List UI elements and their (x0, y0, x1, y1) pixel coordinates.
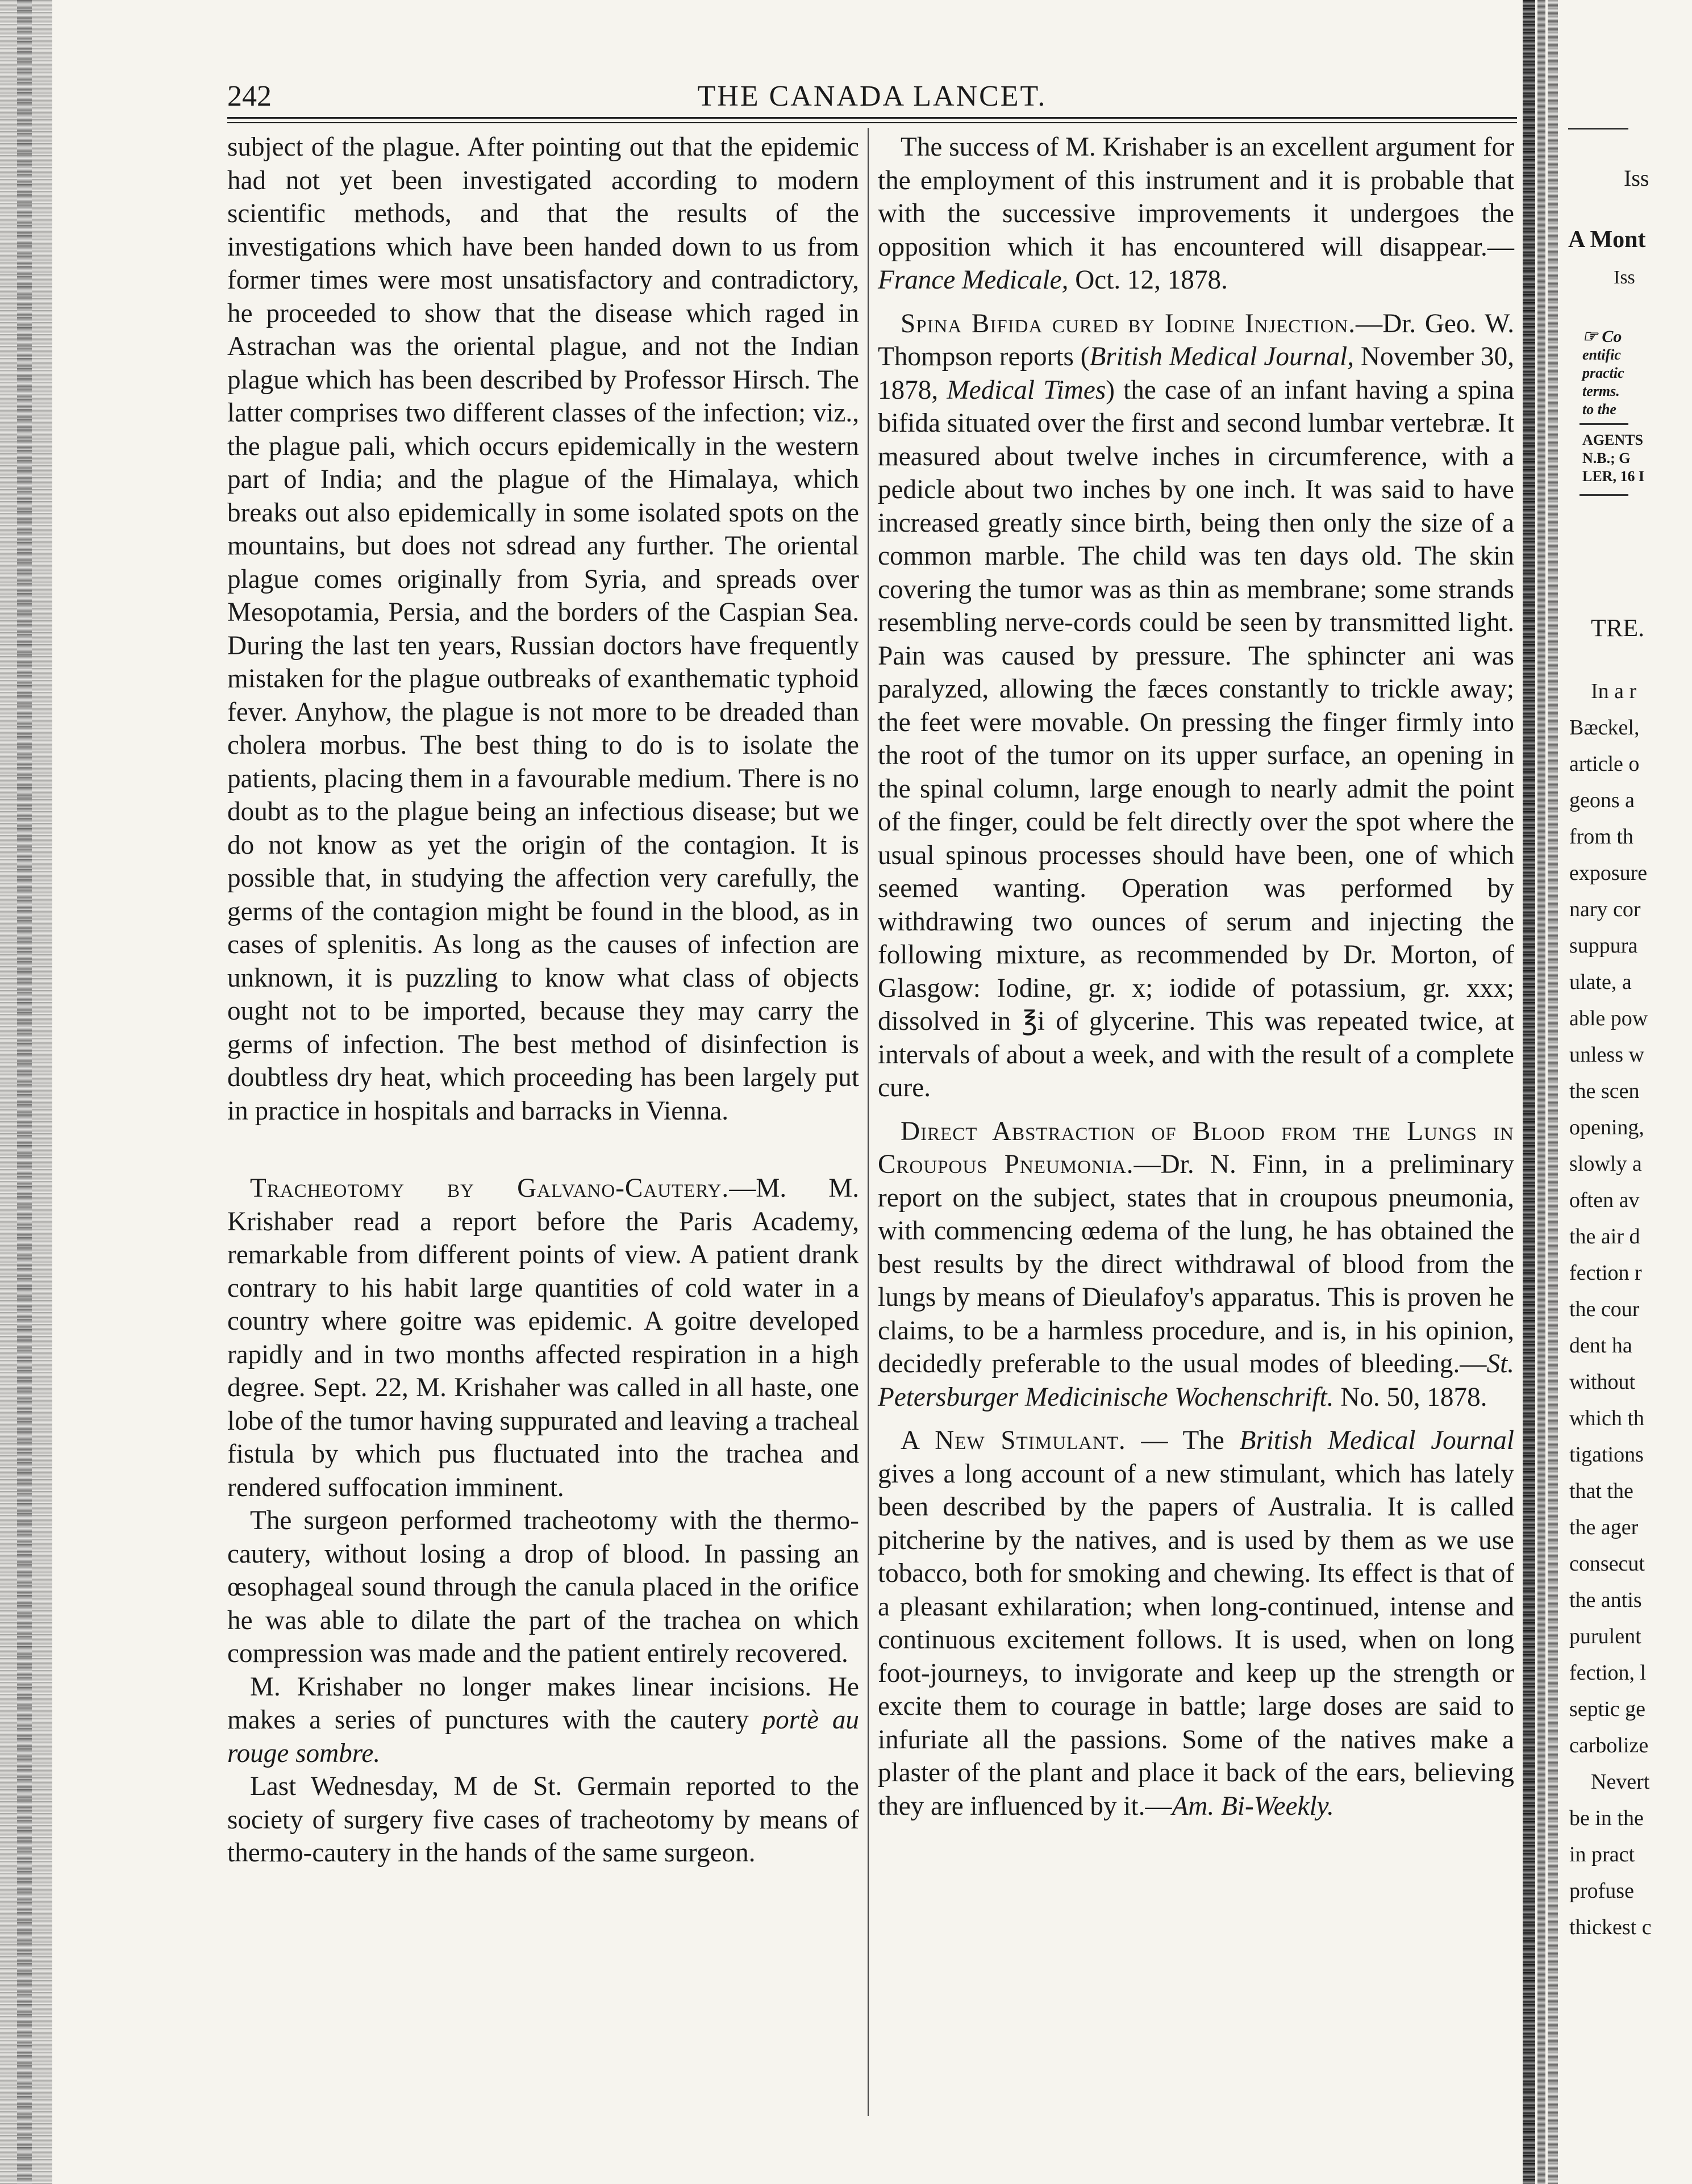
adjacent-frag: ☞ Co (1582, 327, 1622, 346)
adjacent-body-line: which th (1569, 1406, 1644, 1430)
adjacent-frag: AGENTS (1582, 432, 1643, 448)
spina-bifida-text-b: November 30, 1878, (878, 342, 1515, 405)
left-column (227, 131, 859, 1870)
krishaber-source: France Medicale, (878, 265, 1069, 295)
adjacent-body-line: purulent (1569, 1625, 1641, 1648)
adjacent-body-line: from th (1569, 825, 1633, 849)
adjacent-body-line: the air d (1569, 1225, 1640, 1248)
adjacent-frag: N.B.; G (1582, 450, 1631, 466)
punctures-paragraph (227, 1671, 859, 1770)
spina-bifida-source-1: British Medical Journal, (1089, 342, 1354, 371)
st-germain-paragraph: Last Wednesday, M de St. Germain reported to the society of surgery five cases of tracheotomy by means of thermo-cautery in the hands of the same surgeon. (227, 1772, 859, 1868)
new-stimulant-article (878, 1424, 1514, 1823)
adjacent-body-line: the ager (1569, 1515, 1639, 1539)
column-divider (868, 128, 869, 2116)
blood-abstraction-source: St. Petersburger Medicinische Wochenschrift. (878, 1349, 1514, 1412)
scan-edge-right-binding-3 (1548, 0, 1558, 2184)
tracheotomy-heading: Tracheotomy by Galvano-Cautery. (250, 1174, 730, 1203)
adjacent-body-line: exposure (1569, 861, 1648, 885)
adjacent-body-line: Nevert (1591, 1770, 1650, 1794)
adjacent-body-line: tigations (1569, 1443, 1644, 1467)
adjacent-rule-1 (1568, 128, 1628, 130)
surgeon-paragraph: The surgeon performed tracheotomy with the thermo-cautery, without losing a drop of blood. In passing an œsophageal sound through the canula placed in the orifice he was able to dilate the part of the trachea on which compression was made and the patient entirely recovered. (227, 1506, 859, 1668)
new-stimulant-text-b: gives a long account of a new stimulant, which has lately been described by the papers of Australia. It is called pitcherine by the natives, and is used by them as we use tobacco, both for smoking and chewing. Its effect is that of a pleasant exhilaration; when long-continued, intense and continuous excitement follows. It is used, when on long foot-journeys, to invigorate and keep up the strength or excite them to courage in battle; large doses are said to infuriate all the passions. Some of the natives make a plaster of the plant and place it back of the ears, believing they are influenced by it.— (878, 1459, 1514, 1821)
krishaber-success-paragraph (878, 131, 1514, 297)
spina-bifida-text-a: —Dr. Geo. W. Thompson reports ( (878, 308, 1515, 371)
adjacent-body-line: Bæckel, (1569, 716, 1640, 740)
adjacent-frag: TRE. (1591, 614, 1645, 642)
adjacent-body-line: be in the (1569, 1806, 1644, 1830)
adjacent-body-line: in pract (1569, 1843, 1635, 1866)
adjacent-body-line: suppura (1569, 934, 1638, 958)
adjacent-body-line: septic ge (1569, 1697, 1646, 1721)
spina-bifida-heading: Spina Bifida cured by Iodine Injection. (901, 308, 1356, 339)
adjacent-frag: A Mont (1568, 227, 1646, 253)
new-stimulant-source-2: Am. Bi-Weekly. (1172, 1791, 1334, 1821)
adjacent-body-line: the antis (1569, 1588, 1642, 1612)
adjacent-body-line: often av (1569, 1188, 1640, 1212)
tracheotomy-article (227, 1172, 859, 1504)
adjacent-body-line: without (1569, 1370, 1636, 1394)
scan-edge-right-binding (1523, 0, 1535, 2184)
new-stimulant-heading: A New Stimulant. (901, 1426, 1126, 1455)
adjacent-body-line: geons a (1569, 788, 1635, 812)
adjacent-body-line: In a r (1591, 679, 1637, 703)
page-number: 242 (227, 80, 272, 112)
adjacent-body-line: opening, (1569, 1116, 1644, 1139)
punctures-italic: portè au rouge sombre. (227, 1705, 860, 1768)
adjacent-body-line: profuse (1569, 1879, 1634, 1903)
krishaber-date: Oct. 12, 1878. (1068, 265, 1228, 295)
adjacent-body-line: fection r (1569, 1261, 1642, 1285)
adjacent-body-line: dent ha (1569, 1334, 1632, 1358)
blood-abstraction-article (878, 1115, 1514, 1414)
new-stimulant-source-1: British Medical Journal (1239, 1426, 1514, 1455)
adjacent-body-line: able pow (1569, 1007, 1648, 1030)
adjacent-frag: terms. (1582, 383, 1620, 399)
blood-abstraction-text-b: No. 50, 1878. (1333, 1382, 1487, 1412)
journal-title: THE CANADA LANCET. (697, 80, 1047, 112)
adjacent-body-line: article o (1569, 752, 1640, 776)
adjacent-frag: Iss (1614, 267, 1635, 288)
adjacent-frag: entific (1582, 346, 1621, 363)
adjacent-body-line: consecut (1569, 1552, 1645, 1576)
scan-edge-right-binding-2 (1537, 0, 1545, 2184)
adjacent-body-line: unless w (1569, 1043, 1644, 1067)
new-stimulant-text-a: — The (1126, 1426, 1240, 1455)
adjacent-body-line: the cour (1569, 1297, 1640, 1321)
adjacent-body-line: ulate, a (1569, 970, 1632, 994)
punctures-body: M. Krishaber no longer makes linear incisions. He makes a series of punctures with the cautery (227, 1672, 859, 1735)
adjacent-body-line: slowly a (1569, 1152, 1642, 1176)
adjacent-frag: Iss (1624, 165, 1649, 191)
adjacent-body-line: fection, l (1569, 1661, 1647, 1685)
adjacent-frag: to the (1582, 401, 1616, 417)
blood-abstraction-text-a: —Dr. N. Finn, in a preliminary report on the subject, states that in croupous pneumonia, with commencing œdema of the lung, he has obtained the best results by the direct withdrawal of blood from the lungs by means of Dieulafoy's apparatus. This is proven he claims, to be a harmless procedure, and is, in his opinion, decidedly preferable to the usual modes of bleeding.— (878, 1150, 1514, 1379)
adjacent-body-line: carbolize (1569, 1734, 1649, 1757)
adjacent-body-line: thickest c (1569, 1915, 1652, 1939)
blood-abstraction-heading: Direct Abstraction of Blood from the Lungs in Croupous Pneumonia. (878, 1116, 1514, 1179)
tracheotomy-body: —M. M. Krishaber read a report before the Paris Academy, remarkable from different points of view. A patient drank contrary to his habit large quantities of cold water in a country where goitre was epidemic. A goitre developed rapidly and in two months affected respiration in a high degree. Sept. 22, M. Krishaher was called in all haste, one lobe of the tumor having suppurated and leaving a tracheal fistula by which pus fluctuated into the trachea and rendered suffocation imminent. (227, 1174, 859, 1502)
adjacent-body-line: that the (1569, 1479, 1633, 1503)
adjacent-rule-2 (1580, 423, 1628, 425)
krishaber-body: The success of M. Krishaber is an excellent argument for the employment of this instrument and it is probable that with the successive improvements it undergoes the opposition which it has encountered will disappear.— (878, 132, 1514, 262)
adjacent-frag: practic (1582, 365, 1624, 381)
plague-continued-paragraph: subject of the plague. After pointing out that the epidemic had not yet been investigated according to modern scientific methods, and that the results of the investigations which have been handed down to us from former times were most unsatisfactory and contradictory, he proceeded to show that the disease which raged in Astrachan was the oriental plague, and not the Indian plague which has been described by Professor Hirsch. The latter comprises two different classes of the infection; viz., the plague pali, which occurs epidemically in the western part of India; and the plague of the Himalaya, which breaks out also epidemically in some isolated spots on the mountains, but does not sdread any further. The oriental plague comes originally from Syria, and spreads over Mesopotamia, Persia, and the borders of the Caspian Sea. During the last ten years, Russian doctors have frequently mistaken for the plague outbreaks of exanthematic typhoid fever. Anyhow, the plague is not more to be dreaded than cholera morbus. The best thing to do is to isolate the patients, placing them in a favourable medium. There is no doubt as to the plague being an infectious disease; but we do not know as yet the origin of the contagion. It is possible that, in studying the affection very carefully, the germs of the contagion might be found in the blood, as in cases of splenitis. As long as the causes of infection are unknown, it is puzzling to know what class of objects ought not to be imported, because they may carry the germs of infection. The best method of disinfection is doubtless dry heat, which proceeding has been largely put in practice in hospitals and barracks in Vienna. (227, 132, 859, 1126)
scan-edge-left-binding (17, 0, 32, 2184)
adjacent-page-fragment (1523, 0, 1652, 2184)
spina-bifida-text-c: ) the case of an infant having a spina bifida situated over the first and second lumbar vertebræ. It measured about twelve inches in circumference, with a pedicle about two inches by one inch. It was said to have increased greatly since birth, being then only the size of a common marble. The child was ten days old. The skin covering the tumor was as thin as membrane; some strands resembling nerve-cords could be seen by transmitted light. Pain was caused by pressure. The sphincter ani was paralyzed, allowing the fæces constantly to trickle away; the feet were movable. On pressing the finger firmly into the root of the tumor on its upper surface, an opening in the spinal column, large enough to nearly admit the point of the finger, could be felt directly over the spot where the usual spinous processes should have been, one of which seemed wanting. Operation was performed by withdrawing two ounces of serum and injecting the following mixture, as recommended by Dr. Morton, of Glasgow: Iodine, gr. x; iodide of potassium, gr. xxx; dissolved in ℥i of glycerine. This was repeated twice, at intervals of about a week, and with the result of a complete cure. (878, 375, 1514, 1103)
header-rule (227, 117, 1517, 123)
adjacent-rule-3 (1580, 494, 1628, 496)
adjacent-frag: LER, 16 I (1582, 468, 1645, 485)
spina-bifida-article (878, 307, 1514, 1105)
right-column (878, 131, 1514, 1823)
spina-bifida-source-2: Medical Times (947, 375, 1106, 405)
adjacent-body-line: nary cor (1569, 897, 1641, 921)
adjacent-body-line: the scen (1569, 1079, 1640, 1103)
running-header (227, 80, 1517, 114)
